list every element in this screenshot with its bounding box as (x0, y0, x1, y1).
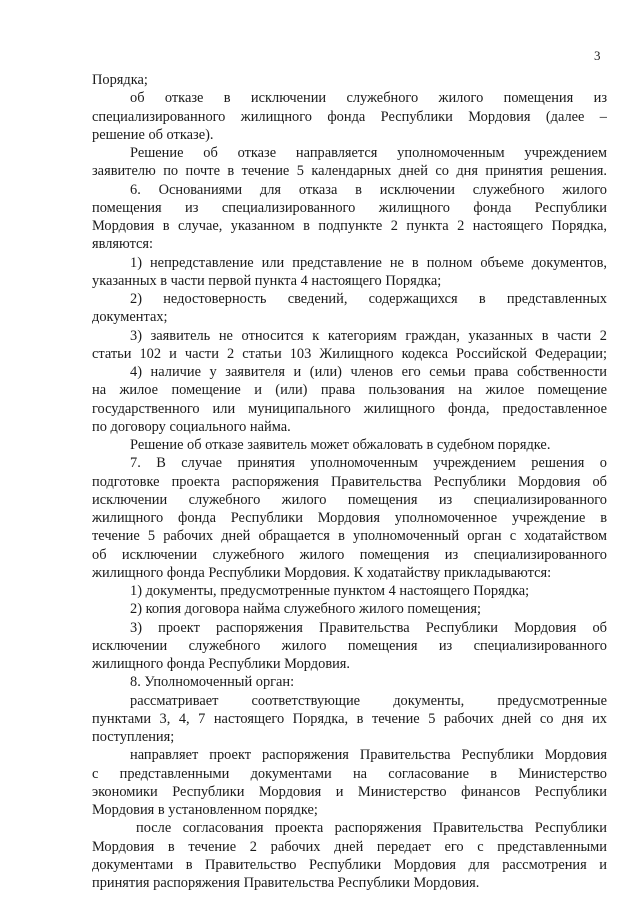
text-line-content: Мордовия в течение 2 рабочих дней передает его с представленными (92, 838, 607, 855)
text-line (92, 345, 607, 363)
text-line (92, 108, 607, 126)
text-line (92, 783, 607, 801)
text-line (92, 290, 607, 308)
text-line-content: 4) наличие у заявителя и (или) членов его семьи права собственности (130, 364, 607, 380)
text-line-content: 2) копия договора найма служебного жилого помещения; (130, 601, 482, 618)
text-line (92, 600, 607, 618)
text-line (92, 564, 607, 582)
text-line-content: принятия распоряжения Правительства Республики Мордовия. (92, 875, 480, 891)
text-line (92, 728, 607, 746)
text-line-content: пунктами 3, 4, 7 настоящего Порядка, в течение 5 рабочих дней со дня их (92, 710, 607, 727)
text-line (92, 181, 607, 199)
text-line-content: на жилое помещение и (или) права пользования на жилое помещение (92, 382, 607, 399)
text-line-content: документах; (92, 309, 168, 326)
text-line (92, 454, 607, 472)
text-line-content: исключении служебного жилого помещения из специализированного (92, 491, 607, 508)
text-line-content: после согласования проекта распоряжения Правительства Республики (136, 820, 607, 837)
text-line (92, 856, 607, 874)
text-line (92, 710, 607, 728)
text-line-content: решение об отказе). (92, 126, 214, 143)
text-line (92, 217, 607, 235)
text-line (92, 272, 607, 290)
text-line (92, 509, 607, 527)
text-line (92, 381, 607, 399)
text-line (92, 673, 607, 691)
text-line-content: государственного или муниципального жилищного фонда, предоставленное (92, 400, 607, 417)
text-line (92, 819, 607, 837)
text-line (92, 144, 607, 162)
text-line (92, 126, 607, 144)
text-line-content: Порядка; (92, 72, 148, 88)
text-line-content: Мордовия в установленном порядке; (92, 802, 318, 818)
text-line (92, 327, 607, 345)
page-number: 3 (594, 48, 601, 63)
text-line-content: помещения из специализированного жилищного фонда Республики (92, 199, 607, 216)
text-line-content: 6. Основаниями для отказа в исключении служебного жилого (130, 181, 607, 198)
text-line (92, 400, 607, 418)
text-line-content: 7. В случае принятия уполномоченным учреждением решения о (130, 455, 607, 472)
text-line-content: поступления; (92, 729, 175, 745)
text-line (92, 582, 607, 600)
text-line (92, 838, 607, 856)
text-line-content: Решение об отказе заявитель может обжаловать в судебном порядке. (130, 437, 551, 453)
text-line (92, 235, 607, 253)
text-line-content: об отказе в исключении служебного жилого помещения из (130, 90, 607, 107)
text-line (92, 874, 607, 892)
text-line-content: документами в Правительство Республики Мордовия для рассмотрения и (92, 856, 607, 873)
text-line-content: заявителю по почте в течение 5 календарных дней со дня принятия решения. (92, 163, 607, 180)
text-line (92, 637, 607, 655)
text-line-content: жилищного фонда Республики Мордовия. К ходатайству прикладываются: (92, 564, 552, 581)
text-line-content: 8. Уполномоченный орган: (130, 674, 295, 691)
text-line-content: специализированного жилищного фонда Республики Мордовия (далее – (92, 108, 607, 125)
text-line (92, 546, 607, 564)
text-line (92, 473, 607, 491)
text-line-content: 2) недостоверность сведений, содержащихся в представленных (130, 291, 607, 307)
text-line (92, 619, 607, 637)
text-line-content: являются: (92, 236, 154, 253)
text-line (92, 491, 607, 509)
text-line (92, 363, 607, 381)
text-line-content: Мордовия в случае, указанном в подпункте 2 пункта 2 настоящего Порядка, (92, 218, 607, 234)
text-line-content: статьи 102 и части 2 статьи 103 Жилищного кодекса Российской Федерации; (92, 345, 607, 362)
text-line-content: 3) заявитель не относится к категориям граждан, указанных в части 2 (130, 327, 607, 344)
text-line (92, 418, 607, 436)
text-line-content: течение 5 рабочих дней обращается в уполномоченный орган с ходатайством (92, 528, 607, 545)
text-line (92, 308, 607, 326)
text-line (92, 692, 607, 710)
text-line (92, 254, 607, 272)
text-line-content: направляет проект распоряжения Правительства Республики Мордовия (130, 747, 607, 764)
text-line-content: 3) проект распоряжения Правительства Республики Мордовия об (130, 619, 607, 636)
text-line-content: экономики Республики Мордовия и Министерство финансов Республики (92, 783, 607, 800)
document-body (92, 71, 607, 892)
text-line (92, 527, 607, 545)
text-line-content: по договору социального найма. (92, 418, 291, 435)
text-line-content: жилищного фонда Республики Мордовия. (92, 656, 351, 672)
text-line-content: Решение об отказе направляется уполномоченным учреждением (130, 145, 607, 161)
text-line (92, 765, 607, 783)
text-line-content: об исключении служебного жилого помещения из специализированного (92, 546, 607, 563)
text-line-content: 1) документы, предусмотренные пунктом 4 настоящего Порядка; (130, 583, 530, 599)
text-line (92, 199, 607, 217)
text-line (92, 746, 607, 764)
text-line (92, 162, 607, 180)
text-line-content: подготовке проекта распоряжения Правительства Республики Мордовия об (92, 473, 607, 490)
text-line-content: исключении служебного жилого помещения из специализированного (92, 637, 607, 654)
text-line-content: жилищного фонда Республики Мордовия уполномоченное учреждение в (92, 510, 607, 526)
text-line-content: рассматривает соответствующие документы, предусмотренные (130, 692, 607, 709)
text-line (92, 801, 607, 819)
text-line (92, 436, 607, 454)
text-line (92, 71, 607, 89)
text-line (92, 655, 607, 673)
text-line (92, 89, 607, 107)
text-line-content: с представленными документами на согласование в Министерство (92, 765, 607, 782)
text-line-content: указанных в части первой пункта 4 настоящего Порядка; (92, 272, 442, 289)
text-line-content: 1) непредставление или представление не в полном объеме документов, (130, 254, 607, 271)
